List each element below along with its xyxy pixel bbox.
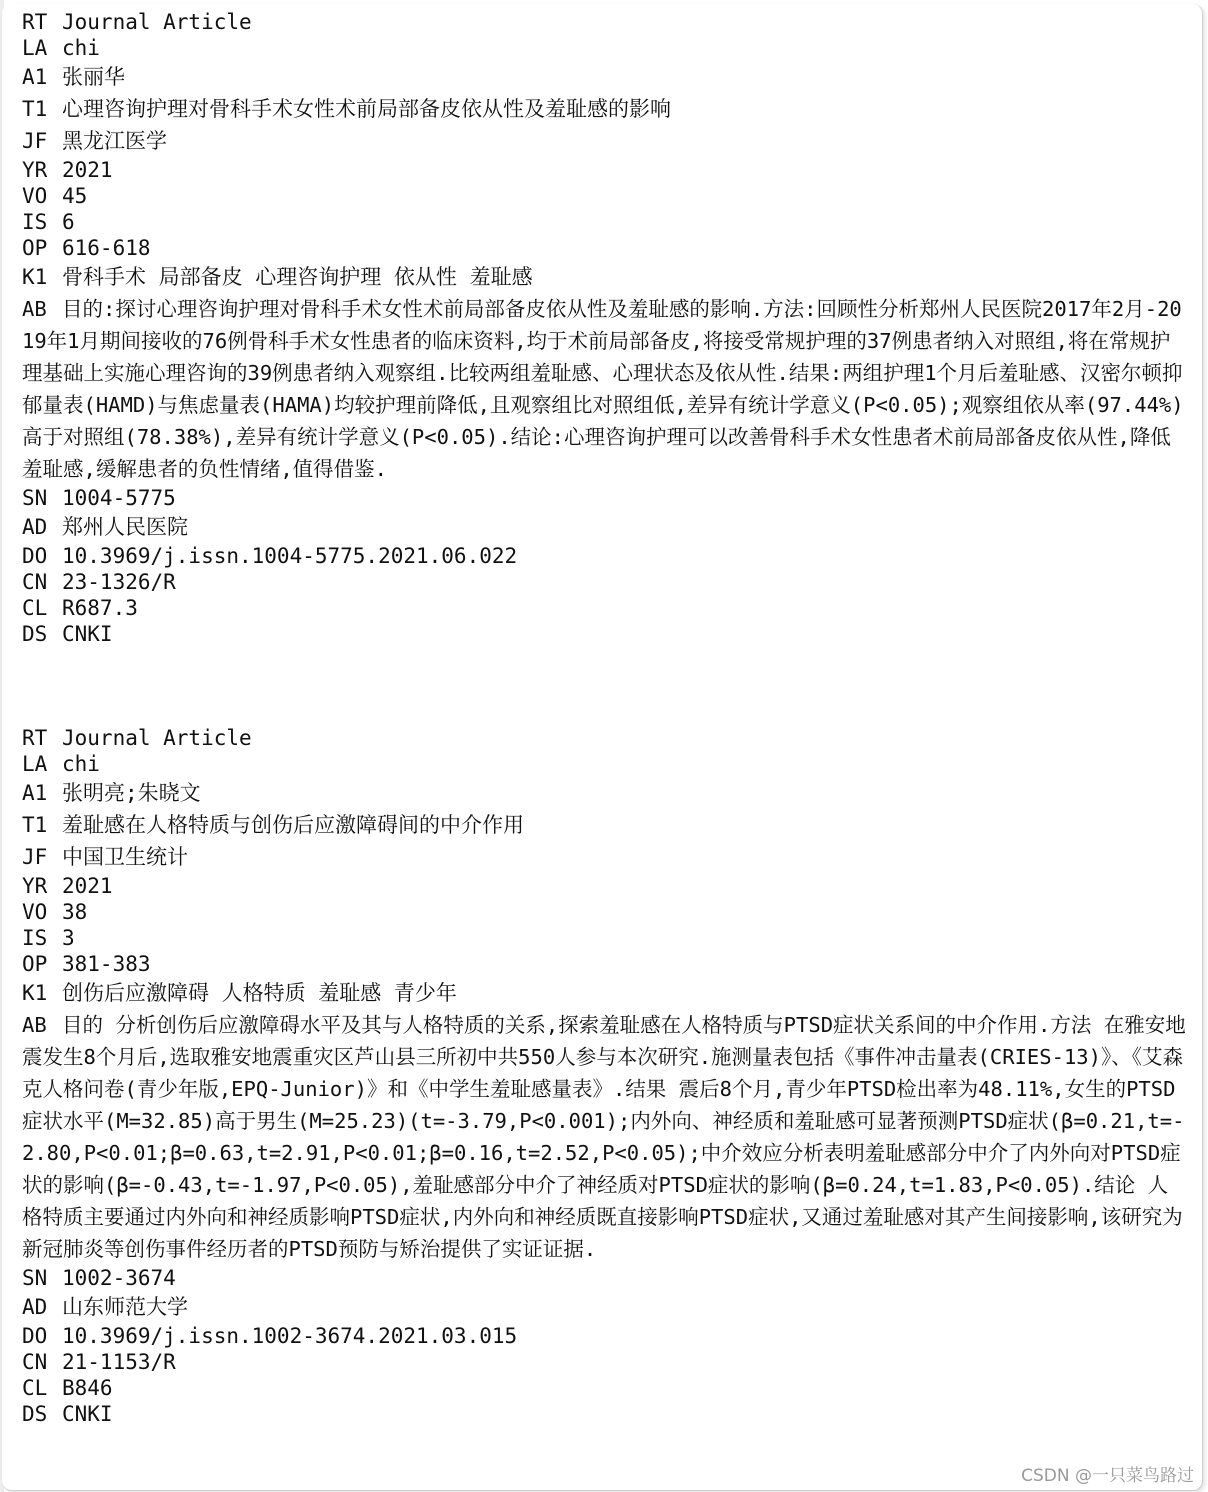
field-k1: K1骨科手术 局部备皮 心理咨询护理 依从性 羞耻感 bbox=[22, 265, 533, 289]
field-sn: SN1002-3674 bbox=[22, 1266, 176, 1290]
citation-record bbox=[22, 9, 1188, 647]
field-is: IS6 bbox=[22, 210, 75, 234]
field-op: OP616-618 bbox=[22, 236, 151, 260]
field-k1: K1创伤后应激障碍 人格特质 羞耻感 青少年 bbox=[22, 981, 457, 1005]
field-ds: DSCNKI bbox=[22, 622, 113, 646]
field-do: DO10.3969/j.issn.1002-3674.2021.03.015 bbox=[22, 1324, 518, 1348]
field-t1: T1羞耻感在人格特质与创伤后应激障碍间的中介作用 bbox=[22, 813, 524, 837]
field-yr: YR2021 bbox=[22, 158, 113, 182]
field-ab: AB目的:探讨心理咨询护理对骨科手术女性术前局部备皮依从性及羞耻感的影响.方法:回顾性分析郑州人民医院2017年2月-2019年1月期间接收的76例骨科手术女性患者的临床资料,均于术前局部备皮,将接受常规护理的37例患者纳入对照组,将在常规护理基础上实施心理咨询的39例患者纳入观察组.比较两组羞耻感、心理状态及依从性.结果:两组护理1个月后羞耻感、汉密尔顿抑郁量表(HAMD)与焦虑量表(HAMA)均较护理前降低,且观察组比对照组低,差异有统计学意义(P<0.05);观察组依从率(97.44%)高于对照组(78.38%),差异有统计学意义(P<0.05).结论:心理咨询护理可以改善骨科手术女性患者术前局部备皮依从性,降低羞耻感,缓解患者的负性情绪,值得借鉴. bbox=[22, 297, 1184, 481]
field-jf: JF中国卫生统计 bbox=[22, 845, 188, 869]
field-rt: RTJournal Article bbox=[22, 10, 252, 34]
field-cl: CLR687.3 bbox=[22, 596, 138, 620]
field-is: IS3 bbox=[22, 926, 75, 950]
field-vo: VO38 bbox=[22, 900, 88, 924]
field-op: OP381-383 bbox=[22, 952, 151, 976]
field-t1: T1心理咨询护理对骨科手术女性术前局部备皮依从性及羞耻感的影响 bbox=[22, 97, 671, 121]
field-a1: A1张明亮;朱晓文 bbox=[22, 781, 201, 805]
field-ds: DSCNKI bbox=[22, 1402, 113, 1426]
field-sn: SN1004-5775 bbox=[22, 486, 176, 510]
field-do: DO10.3969/j.issn.1004-5775.2021.06.022 bbox=[22, 544, 518, 568]
field-la: LAchi bbox=[22, 752, 100, 776]
csdn-watermark: CSDN @一只菜鸟路过 bbox=[1021, 1466, 1194, 1486]
field-jf: JF黑龙江医学 bbox=[22, 129, 167, 153]
field-cn: CN21-1153/R bbox=[22, 1350, 176, 1374]
field-cn: CN23-1326/R bbox=[22, 570, 176, 594]
field-ab: AB目的 分析创伤后应激障碍水平及其与人格特质的关系,探索羞耻感在人格特质与PTSD症状关系间的中介作用.方法 在雅安地震发生8个月后,选取雅安地震重灾区芦山县三所初中共550人参与本次研究.施测量表包括《事件冲击量表(CRIES-13)》、《艾森克人格问卷(青少年版,EPQ-Junior)》和《中学生羞耻感量表》.结果 震后8个月,青少年PTSD检出率为48.11%,女生的PTSD症状水平(M=32.85)高于男生(M=25.23)(t=-3.79,P<0.001);内外向、神经质和羞耻感可显著预测PTSD症状(β=0.21,t=-2.80,P<0.01;β=0.63,t=2.91,P<0.01;β=0.16,t=2.52,P<0.05);中介效应分析表明羞耻感部分中介了内外向对PTSD症状的影响(β=-0.43,t=-1.97,P<0.05),羞耻感部分中介了神经质对PTSD症状的影响(β=0.24,t=1.83,P<0.05).结论 人格特质主要通过内外向和神经质影响PTSD症状,内外向和神经质既直接影响PTSD症状,又通过羞耻感对其产生间接影响,该研究为新冠肺炎等创伤事件经历者的PTSD预防与矫治提供了实证证据. bbox=[22, 1013, 1186, 1261]
citation-record bbox=[22, 725, 1188, 1427]
field-rt: RTJournal Article bbox=[22, 726, 252, 750]
field-yr: YR2021 bbox=[22, 874, 113, 898]
field-a1: A1张丽华 bbox=[22, 65, 125, 89]
field-vo: VO45 bbox=[22, 184, 88, 208]
field-la: LAchi bbox=[22, 36, 100, 60]
text-editor-window bbox=[2, 4, 1203, 1491]
field-ad: AD山东师范大学 bbox=[22, 1295, 188, 1319]
field-cl: CLB846 bbox=[22, 1376, 113, 1400]
field-ad: AD郑州人民医院 bbox=[22, 515, 188, 539]
